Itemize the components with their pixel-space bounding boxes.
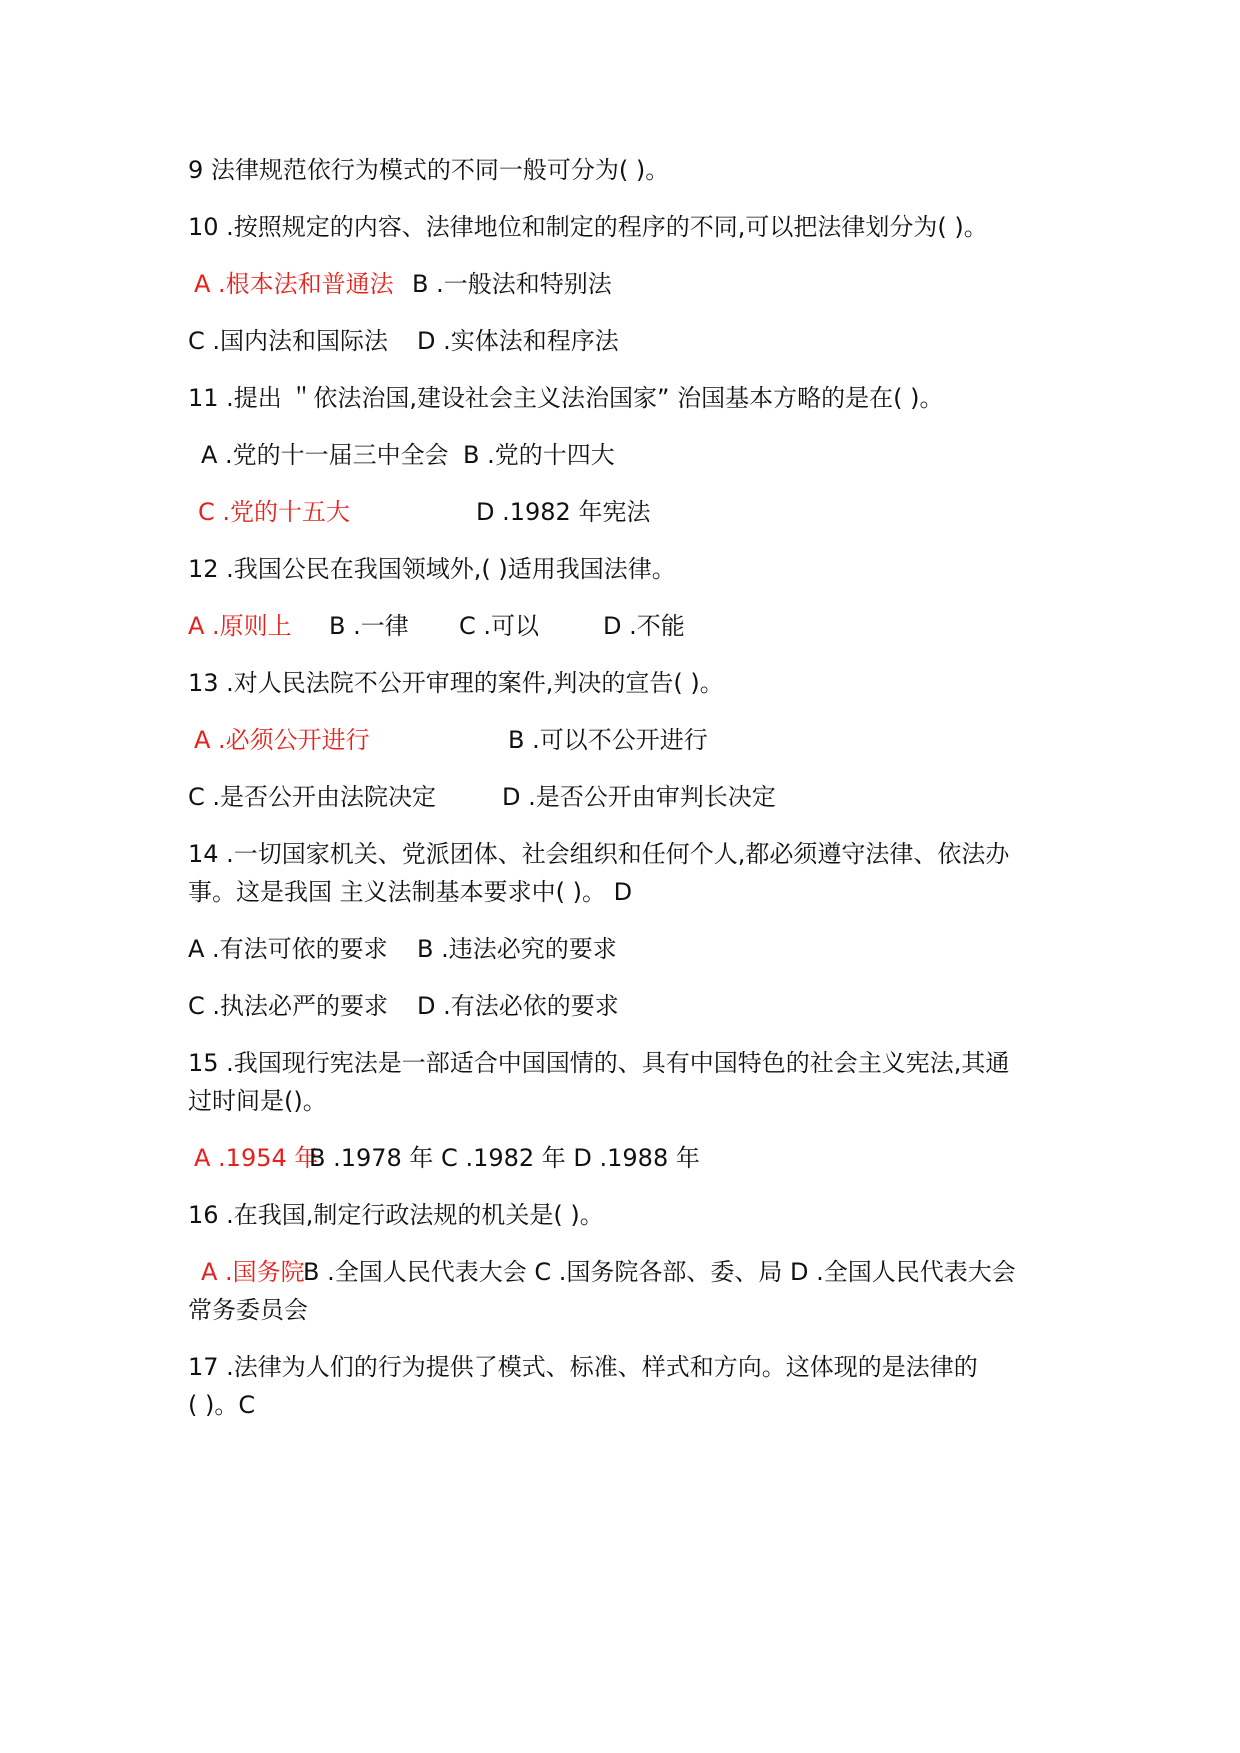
- question-12: 12 .我国公民在我国领域外,( )适用我国法律。: [188, 555, 676, 583]
- option-b: B .一律: [329, 612, 409, 640]
- question-17-line-1: 17 .法律为人们的行为提供了模式、标准、样式和方向。这体现的是法律的: [188, 1353, 978, 1381]
- option-a: A .国务院: [201, 1258, 305, 1286]
- option-d: D .实体法和程序法: [417, 327, 619, 355]
- option-a: A .必须公开进行: [194, 726, 370, 754]
- option-b: B .一般法和特别法: [412, 270, 612, 298]
- option-c: C .执法必严的要求: [188, 992, 389, 1020]
- option-a: A .有法可依的要求: [188, 935, 388, 963]
- options-b-c-d: B .1978 年 C .1982 年 D .1988 年: [309, 1144, 700, 1172]
- option-b: B .违法必究的要求: [417, 935, 617, 963]
- option-c: C .是否公开由法院决定: [188, 783, 437, 811]
- option-a: A .原则上: [188, 612, 292, 640]
- option-b: B .党的十四大: [463, 441, 615, 469]
- option-b: B .可以不公开进行: [508, 726, 708, 754]
- question-16-options-line-2: 常务委员会: [188, 1296, 308, 1324]
- question-13: 13 .对人民法院不公开审理的案件,判决的宣告( )。: [188, 669, 724, 697]
- question-11: 11 .提出 ＂依法治国,建设社会主义法治国家” 治国基本方略的是在( )。: [188, 384, 944, 412]
- question-10: 10 .按照规定的内容、法律地位和制定的程序的不同,可以把法律划分为( )。: [188, 213, 988, 241]
- question-14-line-1: 14 .一切国家机关、党派团体、社会组织和任何个人,都必须遵守法律、依法办: [188, 840, 1010, 868]
- question-16: 16 .在我国,制定行政法规的机关是( )。: [188, 1201, 604, 1229]
- question-14-line-2: 事。这是我国 主义法制基本要求中( )。 D: [188, 878, 633, 906]
- option-a: A .1954 年: [194, 1144, 319, 1172]
- question-9: 9 法律规范依行为模式的不同一般可分为( )。: [188, 156, 670, 184]
- option-c: C .可以: [459, 612, 540, 640]
- option-d: D .有法必依的要求: [417, 992, 619, 1020]
- option-c: C .党的十五大: [198, 498, 351, 526]
- question-15-line-2: 过时间是()。: [188, 1087, 327, 1115]
- option-d: D .不能: [603, 612, 685, 640]
- question-15-line-1: 15 .我国现行宪法是一部适合中国国情的、具有中国特色的社会主义宪法,其通: [188, 1049, 1010, 1077]
- option-a: A .党的十一届三中全会: [201, 441, 449, 469]
- option-a: A .根本法和普通法: [194, 270, 394, 298]
- option-d: D .1982 年宪法: [476, 498, 651, 526]
- question-17-line-2: ( )。C: [188, 1391, 256, 1419]
- options-b-c-d: B .全国人民代表大会 C .国务院各部、委、局 D .全国人民代表大会: [303, 1258, 1016, 1286]
- option-c: C .国内法和国际法: [188, 327, 389, 355]
- option-d: D .是否公开由审判长决定: [502, 783, 776, 811]
